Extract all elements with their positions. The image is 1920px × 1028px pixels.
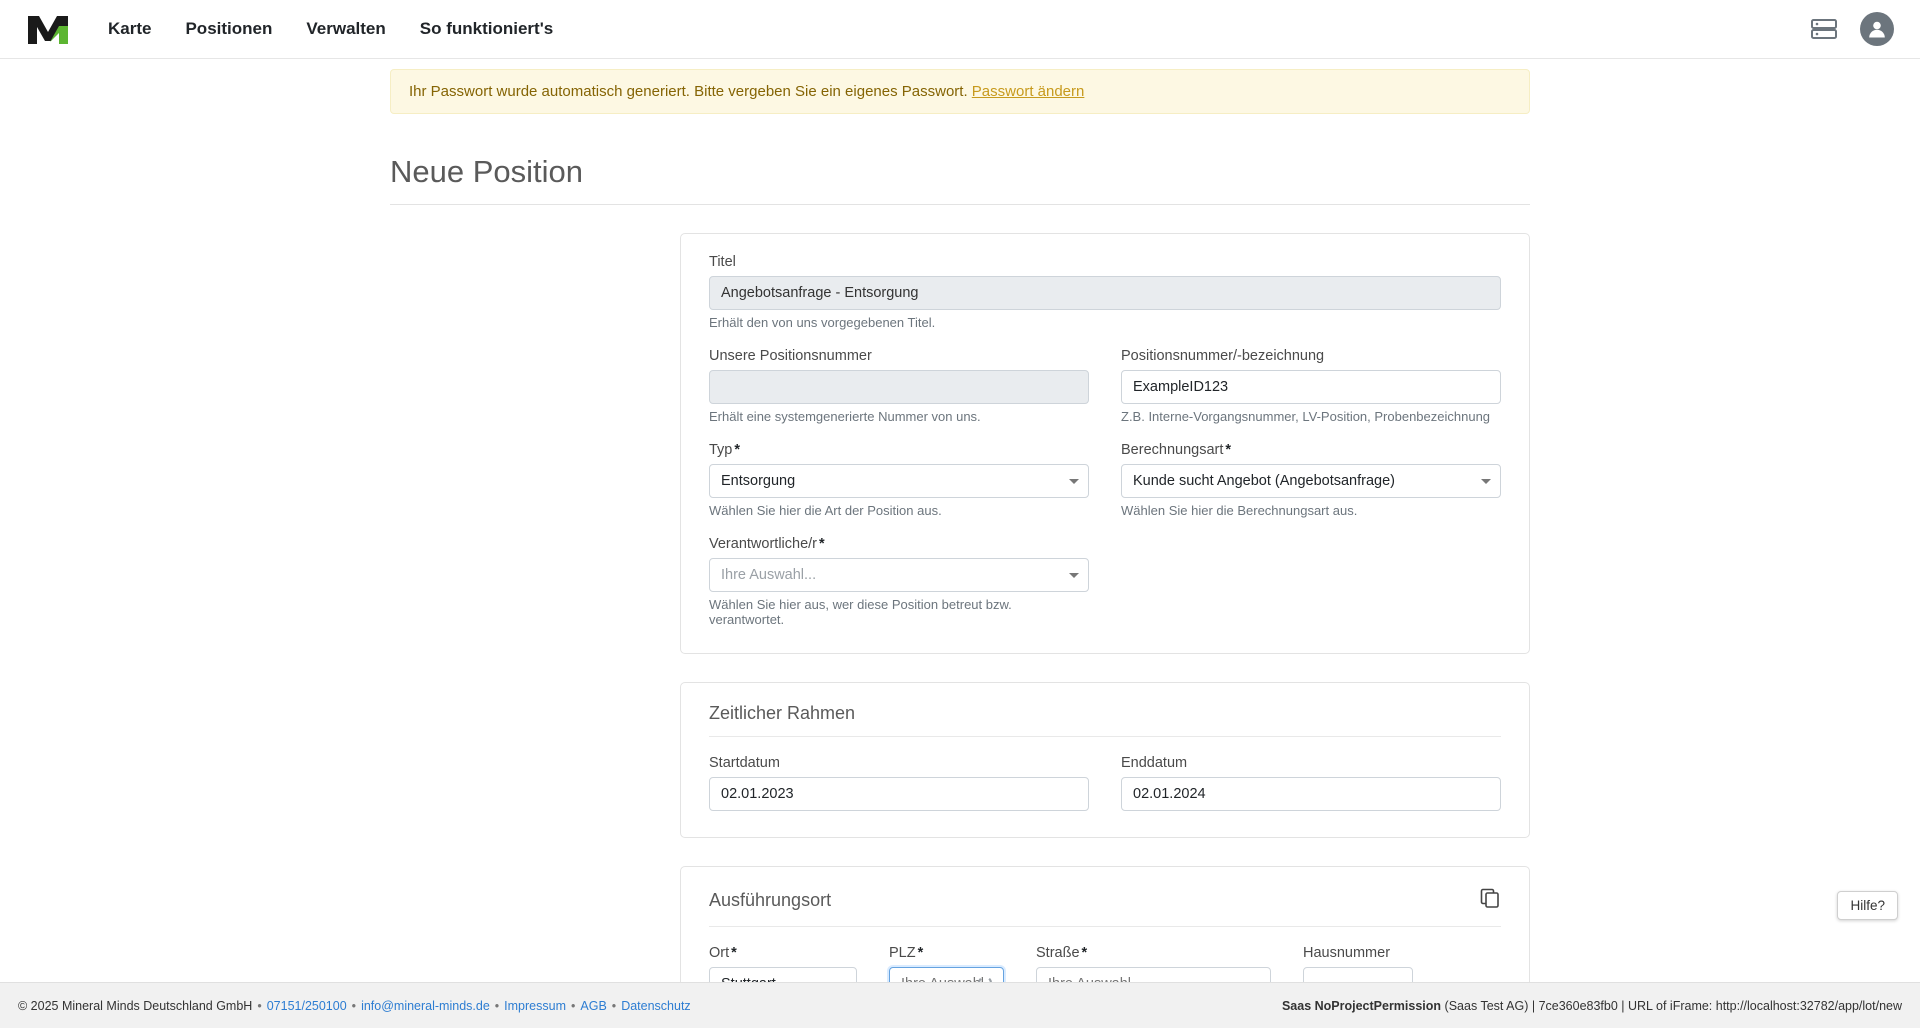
page-title: Neue Position <box>390 154 1530 205</box>
top-navbar <box>0 0 1920 59</box>
label-typ-text: Typ <box>709 442 733 458</box>
unsere-positionsnummer-input[interactable] <box>709 370 1089 404</box>
helper-verantwortliche: Wählen Sie hier aus, wer diese Position betreut bzw. verantwortet. <box>709 597 1012 627</box>
footer-status-permission: Saas NoProjectPermission <box>1281 998 1442 1013</box>
titel-input[interactable] <box>709 276 1501 310</box>
field-titel <box>709 254 1501 330</box>
footer-separator: • <box>257 998 262 1013</box>
footer <box>0 982 1920 1028</box>
helper-positionsnummer-bezeichnung: Z.B. Interne-Vorgangsnummer, LV-Position, Probenbezeichnung <box>1121 409 1491 424</box>
label-berechnungsart-text: Berechnungsart <box>1121 442 1224 458</box>
helper-typ: Wählen Sie hier die Art der Position aus. <box>709 503 942 518</box>
footer-agb-link[interactable]: AGB <box>580 998 607 1013</box>
label-typ <box>709 442 1089 458</box>
field-typ <box>709 442 1089 518</box>
nav-link-so-funktionierts[interactable]: So funktioniert's <box>419 19 554 38</box>
footer-separator: • <box>611 998 617 1013</box>
footer-status <box>1282 999 1902 1013</box>
change-password-link[interactable]: Passwort ändern <box>971 83 1085 100</box>
label-unsere-positionsnummer: Unsere Positionsnummer <box>709 348 872 364</box>
typ-select[interactable] <box>709 464 1089 498</box>
page-scroll-area[interactable] <box>0 59 1920 982</box>
label-strasse-text: Straße <box>1036 945 1080 961</box>
field-verantwortliche <box>709 536 1089 627</box>
row-verantwortliche <box>709 536 1501 627</box>
label-ort <box>709 945 857 961</box>
label-titel: Titel <box>709 254 736 270</box>
password-alert-text: Ihr Passwort wurde automatisch generiert. Bitte vergeben Sie ein eigenes Passwort. <box>409 83 968 100</box>
required-marker-typ: * <box>734 442 741 458</box>
required-marker-strasse: * <box>1081 945 1088 961</box>
field-startdatum <box>709 755 1089 811</box>
helper-titel: Erhält den von uns vorgegebenen Titel. <box>709 315 936 330</box>
help-button[interactable]: Hilfe? <box>1837 891 1898 920</box>
position-basic-card <box>680 233 1530 654</box>
footer-separator: • <box>351 998 357 1013</box>
label-plz-text: PLZ <box>889 945 916 961</box>
field-berechnungsart <box>1121 442 1501 518</box>
zeitlicher-rahmen-title <box>709 703 1501 737</box>
copy-icon[interactable] <box>1479 887 1501 914</box>
berechnungsart-select-wrap[interactable] <box>1121 464 1501 498</box>
enddatum-input[interactable] <box>1121 777 1501 811</box>
zeitlicher-rahmen-title-text: Zeitlicher Rahmen <box>709 703 856 723</box>
label-enddatum: Enddatum <box>1121 755 1188 771</box>
navbar-right-actions <box>1810 12 1894 46</box>
nav-links <box>108 19 553 39</box>
required-marker-plz: * <box>917 945 924 961</box>
required-marker-verantwortliche: * <box>819 536 825 552</box>
label-verantwortliche-text: Verantwortliche/r <box>709 536 817 552</box>
zeitlicher-rahmen-card <box>680 682 1530 838</box>
ausfuehrungsort-title <box>709 887 1501 927</box>
footer-datenschutz-link[interactable]: Datenschutz <box>621 998 691 1013</box>
verantwortliche-select-wrap[interactable] <box>709 558 1089 592</box>
positionsnummer-bezeichnung-input[interactable] <box>1121 370 1501 404</box>
label-verantwortliche <box>709 536 1089 552</box>
spacer-col <box>1121 536 1501 627</box>
label-strasse <box>1036 945 1271 961</box>
berechnungsart-select[interactable] <box>1121 464 1501 498</box>
label-plz <box>889 945 1004 961</box>
password-alert <box>390 69 1530 114</box>
label-berechnungsart <box>1121 442 1501 458</box>
footer-separator: • <box>571 998 576 1013</box>
field-unsere-positionsnummer <box>709 348 1089 424</box>
nav-link-verwalten[interactable]: Verwalten <box>306 19 386 38</box>
footer-phone-link[interactable]: 07151/250100 <box>266 998 347 1013</box>
helper-unsere-positionsnummer: Erhält eine systemgenerierte Nummer von uns. <box>709 409 981 424</box>
required-marker-ort: * <box>731 945 737 961</box>
nav-link-karte[interactable]: Karte <box>108 19 152 38</box>
row-datum <box>709 755 1501 811</box>
row-positionsnummern <box>709 348 1501 442</box>
startdatum-input[interactable] <box>709 777 1089 811</box>
user-avatar-icon[interactable] <box>1860 12 1894 46</box>
footer-email-link[interactable]: info@mineral-minds.de <box>361 998 490 1013</box>
label-ort-text: Ort <box>709 945 730 961</box>
helper-berechnungsart: Wählen Sie hier die Berechnungsart aus. <box>1121 503 1358 518</box>
verantwortliche-select[interactable] <box>709 558 1089 592</box>
ausfuehrungsort-title-text: Ausführungsort <box>709 890 832 910</box>
footer-copyright: © 2025 Mineral Minds Deutschland GmbH <box>18 998 253 1013</box>
row-typ-berechnungsart <box>709 442 1501 536</box>
label-hausnummer: Hausnummer <box>1303 945 1391 961</box>
footer-separator: • <box>494 998 500 1013</box>
typ-select-wrap[interactable] <box>709 464 1089 498</box>
label-startdatum: Startdatum <box>709 755 780 771</box>
field-positionsnummer-bezeichnung <box>1121 348 1501 424</box>
nav-link-positionen[interactable]: Positionen <box>185 19 273 38</box>
mineral-minds-logo[interactable] <box>26 12 70 46</box>
footer-impressum-link[interactable]: Impressum <box>504 998 566 1013</box>
field-enddatum <box>1121 755 1501 811</box>
required-marker-berechnungsart: * <box>1225 442 1232 458</box>
label-positionsnummer-bezeichnung: Positionsnummer/-bezeichnung <box>1121 348 1325 364</box>
page-container <box>390 59 1530 1028</box>
footer-status-details: (Saas Test AG) | 7ce360e83fb0 | URL of iFrame: http://localhost:32782/app/lot/new <box>1444 998 1902 1013</box>
server-icon[interactable] <box>1810 17 1838 41</box>
